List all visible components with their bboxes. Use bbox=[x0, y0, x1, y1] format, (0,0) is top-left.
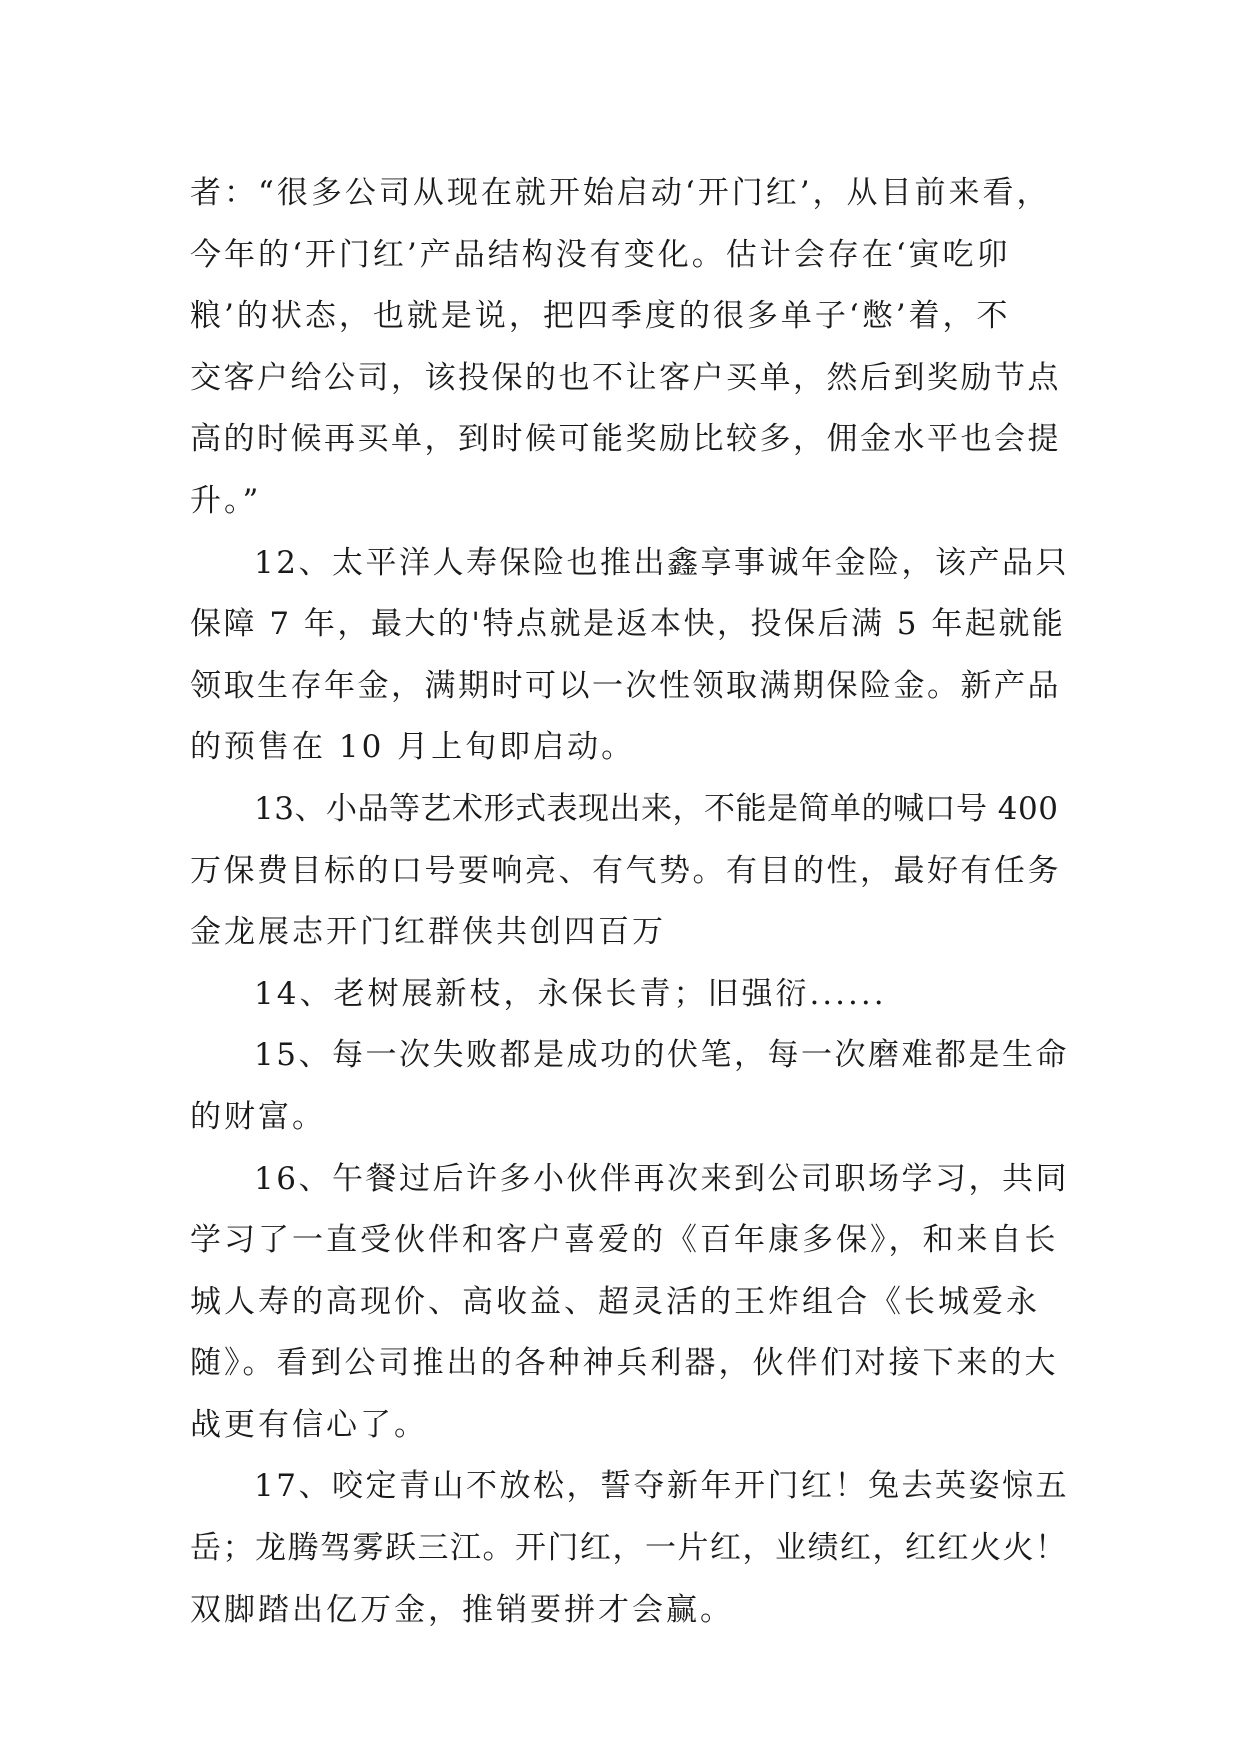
text-line: 今年的‘开门红’产品结构没有变化。估计会存在‘寅吃卯 bbox=[190, 236, 1011, 273]
paragraph-12-line: 12、太平洋人寿保险也推出鑫享事诚年金险，该产品只 bbox=[254, 544, 1069, 581]
text-line: 保障 7 年，最大的'特点就是返本快，投保后满 5 年起就能 bbox=[190, 606, 1066, 643]
text-line: 高的时候再买单，到时候可能奖励比较多，佣金水平也会提 bbox=[190, 421, 1061, 458]
text-line: 学习了一直受伙伴和客户喜爱的《百年康多保》，和来自长 bbox=[190, 1222, 1059, 1259]
document-body bbox=[190, 163, 1070, 1641]
text-line: 战更有信心了。 bbox=[190, 1406, 428, 1443]
text-line: 领取生存年金，满期时可以一次性领取满期保险金。新产品 bbox=[190, 667, 1061, 704]
text-line: 粮’的状态，也就是说，把四季度的很多单子‘憋’着，不 bbox=[190, 298, 1011, 335]
paragraph-13-line: 13、小品等艺术形式表现出来，不能是简单的喊口号 400 bbox=[254, 790, 1059, 827]
text-line: 金龙展志开门红群侠共创四百万 bbox=[190, 914, 666, 951]
text-line: 的财富。 bbox=[190, 1098, 326, 1135]
paragraph-17-line: 17、咬定青山不放松，誓夺新年开门红！兔去英姿惊五 bbox=[254, 1468, 1069, 1505]
text-line: 的预售在 10 月上旬即启动。 bbox=[190, 729, 636, 766]
paragraph-14-line: 14、老树展新枝，永保长青；旧强衍...... bbox=[254, 975, 887, 1012]
text-line: 随》。看到公司推出的各种神兵利器，伙伴们对接下来的大 bbox=[190, 1345, 1059, 1382]
text-line: 双脚踏出亿万金，推销要拼才会赢。 bbox=[190, 1591, 734, 1628]
paragraph-15-line: 15、每一次失败都是成功的伏笔，每一次磨难都是生命 bbox=[254, 1037, 1069, 1074]
text-line: 者：“很多公司从现在就开始启动‘开门红’，从目前来看， bbox=[190, 175, 1051, 211]
text-line: 万保费目标的口号要响亮、有气势。有目的性，最好有任务 bbox=[190, 852, 1061, 889]
text-line: 升。” bbox=[190, 482, 262, 519]
text-line: 交客户给公司，该投保的也不让客户买单，然后到奖励节点 bbox=[190, 359, 1061, 396]
text-line: 岳；龙腾驾雾跃三江。开门红，一片红，业绩红，红红火火！ bbox=[190, 1530, 1068, 1567]
text-line: 城人寿的高现价、高收益、超灵活的王炸组合《长城爱永 bbox=[190, 1283, 1040, 1320]
paragraph-16-line: 16、午餐过后许多小伙伴再次来到公司职场学习，共同 bbox=[254, 1160, 1069, 1197]
